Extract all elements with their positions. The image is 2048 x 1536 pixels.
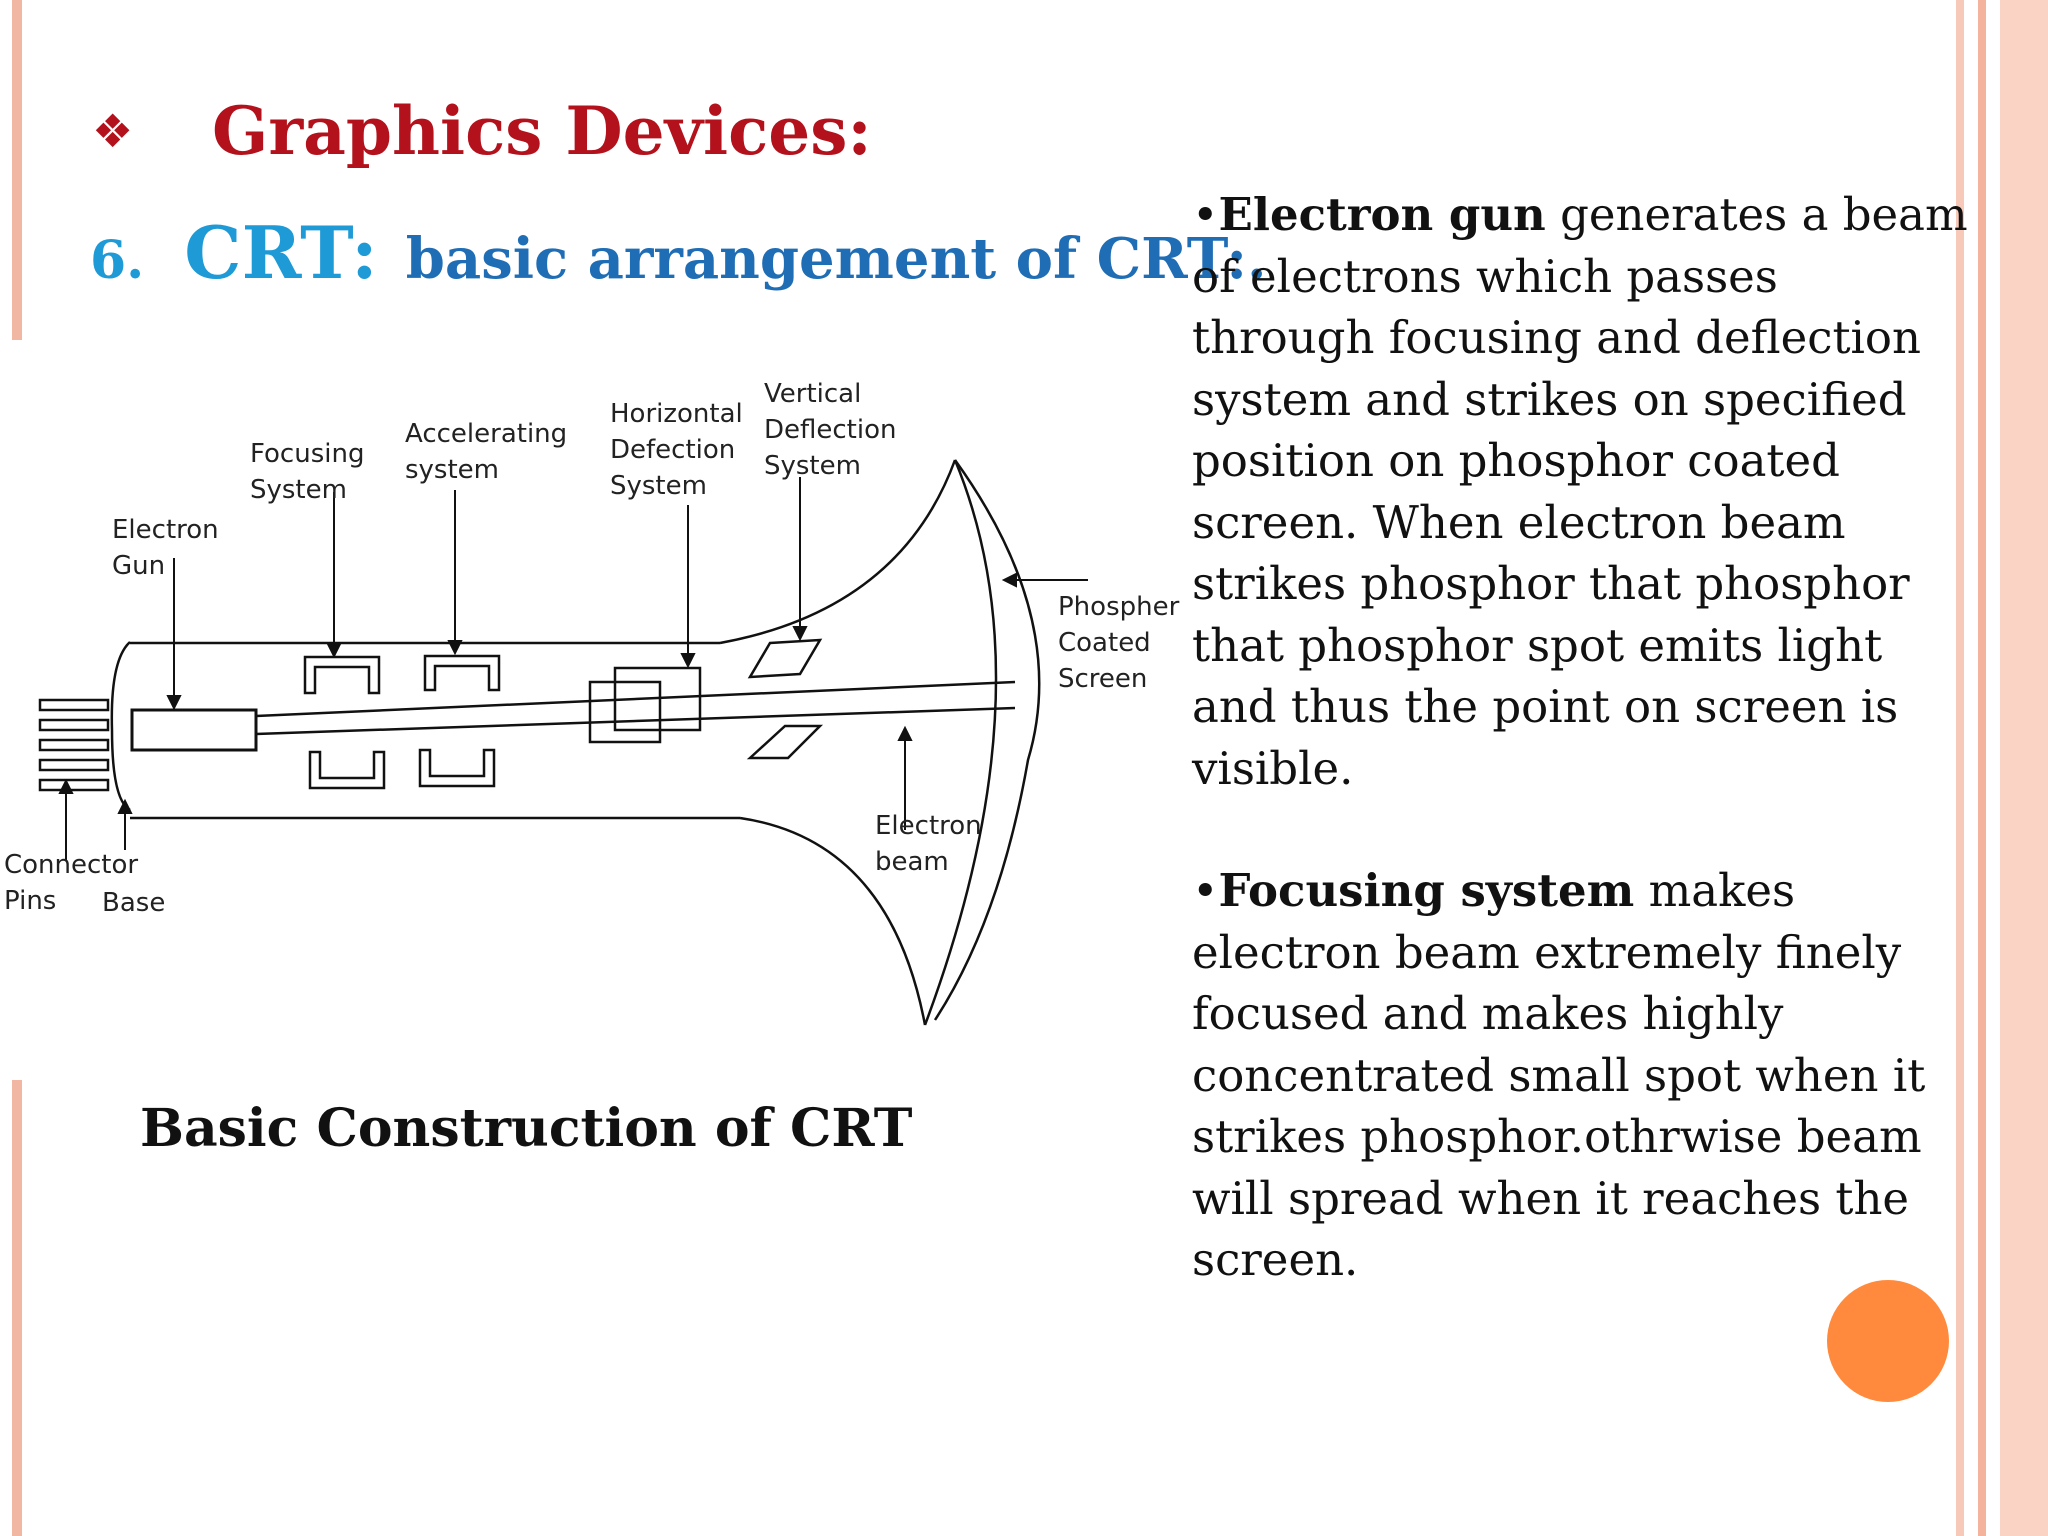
label-phosphor-screen-3: Screen [1058, 664, 1148, 694]
paragraph-heading: Focusing system [1218, 864, 1635, 917]
label-horizontal-deflection-3: System [610, 471, 707, 501]
stripe [2000, 0, 2048, 1536]
accelerating-plate-bottom [420, 750, 494, 786]
label-accelerating-system-1: Accelerating [405, 419, 568, 449]
paragraph-body: generates a beam of electrons which passes through focusing and deflection system and strikes on specified position on phosphor coated screen. When electron beam strikes phosphor that phosphor that phosphor spot emits light and thus the point on screen is visible. [1192, 188, 1968, 795]
diagram-caption: Basic Construction of CRT [140, 1098, 913, 1159]
label-connector-pins-2: Pins [4, 886, 57, 916]
screen-outer [925, 460, 996, 1025]
funnel-top [720, 460, 955, 643]
title-row [92, 86, 872, 176]
label-vertical-deflection-2: Deflection [764, 415, 897, 445]
focusing-plate-top [305, 657, 379, 693]
label-connector-pins-1: Connector [4, 850, 139, 880]
label-vertical-deflection-1: Vertical [764, 379, 862, 409]
subtitle-number: 6. [90, 230, 145, 291]
diamond-bullet-icon: ❖ [92, 104, 134, 158]
bullet-dot: • [1192, 188, 1219, 241]
vertical-deflection-plate-bottom [750, 726, 820, 758]
label-focusing-system-2: System [250, 475, 347, 505]
paragraph-heading: Electron gun [1218, 188, 1546, 241]
label-phosphor-screen-2: Coated [1058, 628, 1151, 658]
description-text [1192, 184, 1972, 1291]
accelerating-plate-top [425, 656, 499, 690]
label-electron-beam-2: beam [875, 847, 949, 877]
label-electron-gun-2: Gun [112, 551, 166, 581]
label-phosphor-screen-1: Phospher [1058, 592, 1180, 622]
connector-pins [40, 700, 108, 790]
vertical-deflection-plate-top [750, 640, 820, 677]
subtitle-crt: CRT: [184, 210, 378, 295]
stripe [1986, 0, 2000, 1536]
paragraph-electron-gun [1192, 184, 1972, 799]
tube-base [112, 642, 130, 810]
label-vertical-deflection-3: System [764, 451, 861, 481]
label-focusing-system-1: Focusing [250, 439, 365, 469]
subtitle-row [90, 210, 1267, 295]
screen-inner [935, 460, 1039, 1020]
electron-gun-body [132, 710, 256, 750]
label-horizontal-deflection-2: Defection [610, 435, 736, 465]
crt-diagram [0, 360, 1180, 1060]
label-accelerating-system-2: system [405, 455, 499, 485]
bullet-dot: • [1192, 864, 1219, 917]
label-electron-gun-1: Electron [112, 515, 219, 545]
focusing-plate-bottom [310, 752, 384, 788]
left-decorative-strip-bottom [12, 1080, 22, 1536]
diagram-labels [4, 379, 1180, 918]
stripe [1978, 0, 1986, 1536]
horizontal-deflection-plate-a [590, 682, 660, 742]
label-base: Base [102, 888, 166, 918]
left-decorative-strip-top [12, 0, 22, 340]
slide-title: Graphics Devices: [212, 92, 872, 170]
paragraph-body: makes electron beam extremely finely focused and makes highly concentrated small spot when it strikes phosphor.othrwise beam will spread when it reaches the screen. [1192, 864, 1926, 1286]
label-horizontal-deflection-1: Horizontal [610, 399, 743, 429]
paragraph-focusing-system [1192, 860, 1972, 1291]
orange-decorative-circle [1827, 1280, 1949, 1402]
subtitle-text: basic arrangement of CRT:. [405, 226, 1267, 292]
label-electron-beam-1: Electron [875, 811, 982, 841]
